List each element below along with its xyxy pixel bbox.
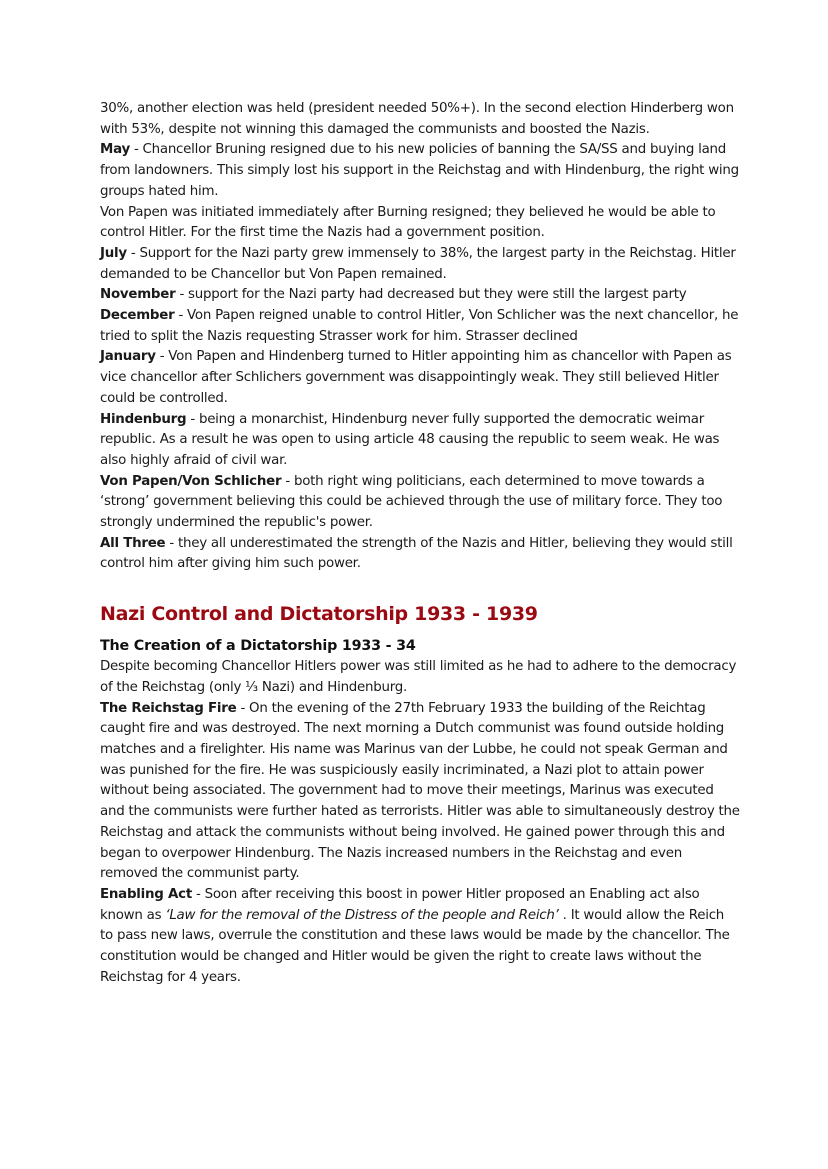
paragraph-text: - Von Papen and Hindenberg turned to Hitler appointing him as chancellor with Papen as vice chancellor after Schlichers government was disappointingly weak. They still believed Hitler could be controlled. — [100, 349, 732, 406]
paragraph-january — [100, 347, 740, 409]
paragraph-von-papen-von-schlicher — [100, 472, 740, 534]
paragraph-text: - they all underestimated the strength of the Nazis and Hitler, believing they would still control him after giving him such power. — [100, 535, 733, 572]
document-page — [100, 99, 740, 988]
paragraph-text: . It would allow the Reich to pass new laws, overrule the constitution and these laws would be made by the chancellor. The constitution would be changed and Hitler would be given the right to create laws without the Reichstag for 4 years. — [100, 907, 730, 985]
paragraph-text: - Von Papen reigned unable to control Hitler, Von Schlicher was the next chancellor, he tried to split the Nazis requesting Strasser work for him. Strasser declined — [100, 308, 739, 344]
section-heading: Nazi Control and Dictatorship 1933 - 1939 — [100, 603, 538, 626]
term-december: December — [100, 308, 175, 324]
paragraph-december — [100, 306, 740, 347]
paragraph-text: Despite becoming Chancellor Hitlers power was still limited as he had to adhere to the democracy of the Reichstag (only ⅓ Nazi) and Hindenburg. — [100, 659, 737, 695]
paragraph-text: - both right wing politicians, each determined to move towards a ‘strong’ government believing this could be achieved through the use of military force. They too strongly undermined the republic's power. — [100, 473, 723, 531]
paragraph-text: 30%, another election was held (president needed 50%+). In the second election Hinderberg won with 53%, despite not winning this damaged the communists and boosted the Nazis. — [100, 101, 734, 137]
paragraph-november — [100, 285, 740, 306]
paragraph-text: - Support for the Nazi party grew immensely to 38%, the largest party in the Reichstag. Hitler demanded to be Chancellor but Von Papen remained. — [100, 245, 736, 282]
paragraph-text: Von Papen was initiated immediately after Burning resigned; they believed he would be able to control Hitler. For the first time the Nazis had a government position. — [100, 204, 716, 241]
subsection-heading: The Creation of a Dictatorship 1933 - 34 — [100, 638, 416, 655]
paragraph-text: - Chancellor Bruning resigned due to his new policies of banning the SA/SS and buying land from landowners. This simply lost his support in the Reichstag and with Hindenburg, the right wing groups hated him. — [100, 142, 739, 199]
paragraph-all-three — [100, 534, 740, 575]
paragraph-enabling-act — [100, 885, 740, 989]
paragraph-may — [100, 140, 740, 202]
paragraph-hindenburg — [100, 410, 740, 472]
term-hindenburg: Hindenburg — [100, 411, 187, 427]
paragraph-reichstag-fire — [100, 699, 740, 885]
paragraph-von-papen — [100, 203, 740, 244]
term-january: January — [100, 349, 156, 365]
paragraph-election-result — [100, 99, 740, 140]
term-all-three: All Three — [100, 535, 166, 551]
term-reichstag-fire: The Reichstag Fire — [100, 700, 237, 716]
term-november: November — [100, 287, 176, 303]
paragraph-text: - being a monarchist, Hindenburg never fully supported the democratic weimar republic. As a result he was open to using article 48 causing the republic to seem weak. He was also highly afraid of civil war. — [100, 411, 720, 468]
paragraph-intro — [100, 657, 740, 698]
paragraph-july — [100, 244, 740, 285]
paragraph-text: - Soon after receiving this boost in power Hitler proposed an Enabling act also known as — [100, 886, 700, 923]
term-von-papen-von-schlicher: Von Papen/Von Schlicher — [100, 473, 282, 489]
paragraph-text: - support for the Nazi party had decreased but they were still the largest party — [175, 287, 687, 303]
term-may: May — [100, 142, 130, 158]
paragraph-text: - On the evening of the 27th February 1933 the building of the Reichtag caught fire and was destroyed. The next morning a Dutch communist was found outside holding matches and a firelighter. His name was Marinus van der Lubbe, he could not speak German and was punished for the fire. He was suspiciously easily incriminated, a Nazi plot to attain power without being associated. The government had to move their meetings, Marinus was executed and the communists were further hated as terrorists. Hitler was able to simultaneously destroy the Reichstag and attack the communists without being involved. He gained power through this and began to overpower Hindenburg. The Nazis increased numbers in the Reichstag and even removed the communist party. — [100, 700, 740, 882]
term-enabling-act: Enabling Act — [100, 886, 192, 902]
law-title-quote: ‘Law for the removal of the Distress of the people and Reich’ — [165, 907, 559, 923]
term-july: July — [100, 245, 127, 261]
